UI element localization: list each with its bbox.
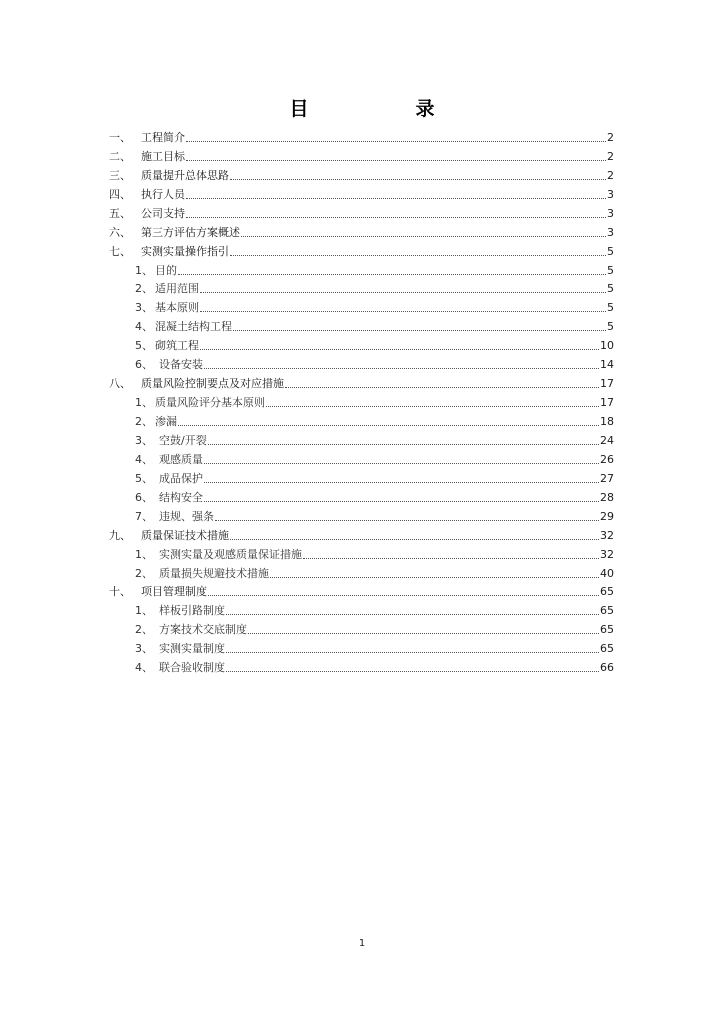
toc-entry-page: 29 (600, 509, 614, 523)
toc-entry-number: 5、 (135, 339, 153, 353)
toc-entry[interactable] (109, 164, 614, 183)
toc-entry-page: 24 (600, 433, 614, 447)
toc-entry-label: 质量风险评分基本原则 (155, 396, 265, 410)
toc-entry[interactable] (109, 429, 614, 448)
toc-entry-number: 6、 (135, 358, 153, 372)
dot-leader (208, 444, 599, 445)
dot-leader (270, 577, 599, 578)
dot-leader (241, 236, 606, 237)
toc-entry[interactable] (109, 372, 614, 391)
toc-entry-number: 6、 (135, 490, 153, 504)
toc-entry-number: 七、 (109, 244, 131, 258)
dot-leader (266, 406, 599, 407)
toc-entry-label: 混凝土结构工程 (155, 320, 232, 334)
dot-leader (178, 274, 606, 275)
toc-entry-number: 二、 (109, 149, 131, 163)
toc-entry-page: 5 (607, 244, 614, 258)
toc-entry-label: 基本原则 (155, 301, 199, 315)
dot-leader (208, 595, 599, 596)
toc-entry[interactable] (109, 505, 614, 524)
toc-entry-number: 六、 (109, 225, 131, 239)
dot-leader (200, 311, 606, 312)
toc-entry-page: 18 (600, 415, 614, 428)
toc-entry[interactable] (109, 562, 614, 581)
toc-entry[interactable] (109, 486, 614, 505)
toc-entry-page: 2 (607, 130, 614, 144)
dot-leader (215, 520, 599, 521)
toc-entry-page: 66 (600, 661, 614, 675)
toc-entry-label: 空鼓/开裂 (159, 433, 207, 447)
toc-entry-number: 2、 (135, 282, 153, 296)
dot-leader (186, 217, 606, 218)
toc-entry-label: 观感质量 (159, 452, 203, 466)
toc-entry-number: 2、 (135, 623, 153, 637)
toc-entry-page: 17 (600, 396, 614, 410)
toc-entry[interactable] (109, 467, 614, 486)
toc-entry-label: 项目管理制度 (141, 585, 207, 599)
toc-entry[interactable] (109, 202, 614, 221)
toc-entry-page: 27 (600, 471, 614, 485)
toc-entry-number: 2、 (135, 566, 153, 580)
toc-entry-label: 渗漏 (155, 415, 177, 428)
toc-entry-number: 三、 (109, 168, 131, 182)
toc-entry-page: 28 (600, 490, 614, 504)
toc-entry-number: 1、 (135, 396, 153, 410)
toc-entry-page: 17 (600, 377, 614, 391)
dot-leader (233, 330, 606, 331)
toc-entry[interactable] (109, 145, 614, 164)
dot-leader (204, 501, 599, 502)
toc-entry-label: 适用范围 (155, 282, 199, 296)
toc-entry-label: 样板引路制度 (159, 604, 225, 618)
toc-entry-page: 10 (600, 339, 614, 353)
toc-entry-number: 九、 (109, 528, 131, 542)
toc-entry-number: 4、 (135, 320, 153, 334)
toc-entry-number: 3、 (135, 433, 153, 447)
page-number: 1 (358, 938, 366, 949)
toc-entry-number: 一、 (109, 130, 131, 144)
toc-entry-label: 质量损失规避技术措施 (159, 566, 269, 580)
toc-entry-label: 实测实量及观感质量保证措施 (159, 547, 302, 561)
toc-entry-page: 32 (600, 528, 614, 542)
toc-entry-label: 质量保证技术措施 (141, 528, 229, 542)
toc-entry[interactable] (109, 183, 614, 202)
toc-entry-number: 4、 (135, 452, 153, 466)
toc-entry-number: 十、 (109, 585, 131, 599)
toc-entry[interactable] (109, 334, 614, 353)
toc-entry-page: 3 (607, 225, 614, 239)
toc-entry-page: 5 (607, 320, 614, 334)
toc-entry-page: 65 (600, 623, 614, 637)
dot-leader (186, 160, 606, 161)
table-of-contents (109, 126, 614, 675)
toc-entry-label: 结构安全 (159, 490, 203, 504)
toc-entry-number: 3、 (135, 642, 153, 656)
toc-entry-page: 3 (607, 187, 614, 201)
toc-entry-label: 质量提升总体思路 (141, 168, 229, 182)
toc-entry-number: 4、 (135, 661, 153, 675)
dot-leader (204, 482, 599, 483)
toc-entry[interactable] (109, 353, 614, 372)
toc-entry[interactable] (109, 126, 614, 145)
dot-leader (285, 387, 599, 388)
toc-entry[interactable] (109, 448, 614, 467)
toc-entry-number: 7、 (135, 509, 153, 523)
dot-leader (186, 198, 606, 199)
toc-entry-number: 5、 (135, 471, 153, 485)
toc-entry-label: 方案技术交底制度 (159, 623, 247, 637)
toc-entry-page: 14 (600, 358, 614, 372)
toc-entry-page: 65 (600, 642, 614, 656)
toc-entry[interactable] (109, 296, 614, 315)
dot-leader (303, 558, 599, 559)
toc-entry[interactable] (109, 278, 614, 297)
toc-entry-number: 1、 (135, 547, 153, 561)
toc-entry-page: 2 (607, 168, 614, 182)
toc-entry[interactable] (109, 391, 614, 410)
dot-leader (230, 255, 606, 256)
toc-entry-page: 3 (607, 206, 614, 220)
dot-leader (230, 179, 606, 180)
toc-title: 目 录 (289, 98, 479, 120)
dot-leader (200, 292, 606, 293)
toc-entry[interactable] (109, 240, 614, 259)
toc-entry-number: 2、 (135, 415, 153, 428)
toc-entry[interactable] (109, 259, 614, 278)
toc-entry-number: 八、 (109, 377, 131, 391)
toc-entry-label: 公司支持 (141, 206, 185, 220)
toc-entry-label: 工程简介 (141, 130, 185, 144)
dot-leader (226, 652, 599, 653)
toc-entry[interactable] (109, 524, 614, 543)
toc-entry-page: 2 (607, 149, 614, 163)
dot-leader (230, 539, 599, 540)
toc-entry[interactable] (109, 599, 614, 618)
toc-entry-page: 5 (607, 282, 614, 296)
toc-entry-page: 65 (600, 604, 614, 618)
toc-entry-page: 40 (600, 566, 614, 580)
toc-entry[interactable] (109, 637, 614, 656)
toc-entry-page: 32 (600, 547, 614, 561)
dot-leader (178, 425, 599, 426)
toc-entry[interactable] (109, 581, 614, 600)
toc-entry-page: 26 (600, 452, 614, 466)
toc-entry-label: 违规、强条 (159, 509, 214, 523)
toc-entry[interactable] (109, 315, 614, 334)
toc-entry[interactable] (109, 410, 614, 429)
toc-entry-label: 第三方评估方案概述 (141, 225, 240, 239)
toc-entry-label: 设备安装 (159, 358, 203, 372)
toc-entry[interactable] (109, 543, 614, 562)
toc-entry[interactable] (109, 618, 614, 637)
toc-entry-label: 目的 (155, 263, 177, 277)
toc-entry-number: 四、 (109, 187, 131, 201)
toc-entry[interactable] (109, 656, 614, 675)
toc-entry-label: 联合验收制度 (159, 661, 225, 675)
toc-entry-label: 执行人员 (141, 187, 185, 201)
dot-leader (186, 141, 606, 142)
toc-entry-number: 五、 (109, 206, 131, 220)
dot-leader (204, 463, 599, 464)
toc-entry-label: 砌筑工程 (155, 339, 199, 353)
toc-entry-label: 实测实量制度 (159, 642, 225, 656)
toc-entry-label: 成品保护 (159, 471, 203, 485)
dot-leader (226, 614, 599, 615)
dot-leader (200, 349, 599, 350)
toc-entry-page: 5 (607, 301, 614, 315)
dot-leader (204, 368, 599, 369)
toc-entry-number: 1、 (135, 263, 153, 277)
toc-entry-label: 实测实量操作指引 (141, 244, 229, 258)
toc-entry-number: 1、 (135, 604, 153, 618)
toc-entry[interactable] (109, 221, 614, 240)
toc-entry-page: 5 (607, 263, 614, 277)
toc-entry-number: 3、 (135, 301, 153, 315)
toc-entry-page: 65 (600, 585, 614, 599)
toc-entry-label: 质量风险控制要点及对应措施 (141, 377, 284, 391)
dot-leader (248, 633, 599, 634)
dot-leader (226, 671, 599, 672)
toc-entry-label: 施工目标 (141, 149, 185, 163)
